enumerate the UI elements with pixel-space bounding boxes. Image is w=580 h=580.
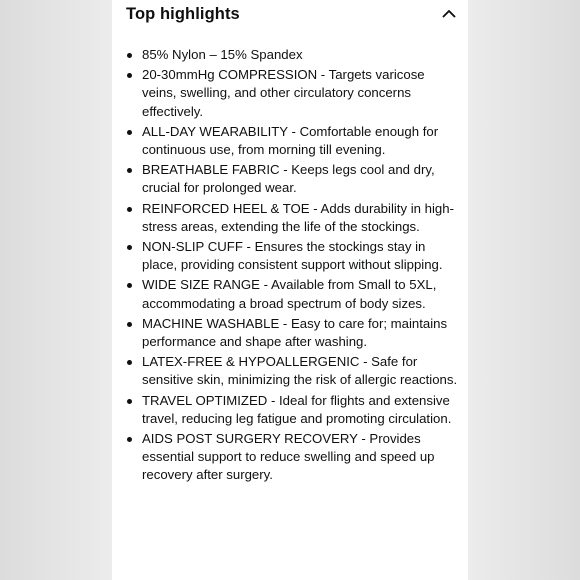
bullet-icon [127,437,132,442]
highlight-text: AIDS POST SURGERY RECOVERY - Provides essential support to reduce swelling and speed up recovery after surgery. [142,431,435,483]
section-title: Top highlights [126,5,240,23]
highlight-text: 20-30mmHg COMPRESSION - Targets varicose veins, swelling, and other circulatory concerns effectively. [142,67,425,119]
bullet-icon [127,53,132,58]
highlight-text: 85% Nylon – 15% Spandex [142,47,303,62]
section-header[interactable] [112,0,468,36]
highlight-text: LATEX-FREE & HYPOALLERGENIC - Safe for sensitive skin, minimizing the risk of allergic reactions. [142,354,458,388]
bullet-icon [127,73,132,78]
highlight-item [126,200,460,236]
top-highlights-panel [112,0,468,580]
highlight-item [126,238,460,274]
bullet-icon [127,207,132,212]
highlight-item [126,46,460,64]
highlight-item [126,392,460,428]
bullet-icon [127,168,132,173]
highlight-text: MACHINE WASHABLE - Easy to care for; maintains performance and shape after washing. [142,315,448,350]
left-background-band [0,0,112,580]
highlight-item [126,276,460,312]
bullet-icon [127,322,132,327]
bullet-icon [127,360,132,365]
highlight-text: WIDE SIZE RANGE - Available from Small to 5XL, accommodating a broad spectrum of body sizes. [142,277,437,311]
right-background-band [468,0,580,580]
highlight-text: NON-SLIP CUFF - Ensures the stockings stay in place, providing consistent support without slipping. [142,239,443,273]
collapse-button[interactable] [438,2,460,24]
bullet-icon [127,245,132,250]
highlight-item [126,430,460,485]
bullet-icon [127,130,132,135]
highlight-text: BREATHABLE FABRIC - Keeps legs cool and dry, crucial for prolonged wear. [142,162,435,196]
bullet-icon [127,399,132,404]
chevron-up-icon [442,9,456,18]
highlight-item [126,66,460,121]
bullet-icon [127,283,132,288]
highlight-item [126,353,460,389]
highlight-item [126,161,460,197]
highlight-item [126,123,460,159]
highlight-text: REINFORCED HEEL & TOE - Adds durability in high-stress areas, extending the life of the stockings. [142,200,454,234]
highlights-list [112,36,468,485]
highlight-item [126,315,460,351]
highlight-text: ALL-DAY WEARABILITY - Comfortable enough for continuous use, from morning till evening. [142,123,439,158]
highlight-text: TRAVEL OPTIMIZED - Ideal for flights and extensive travel, reducing leg fatigue and promoting circulation. [142,392,452,426]
